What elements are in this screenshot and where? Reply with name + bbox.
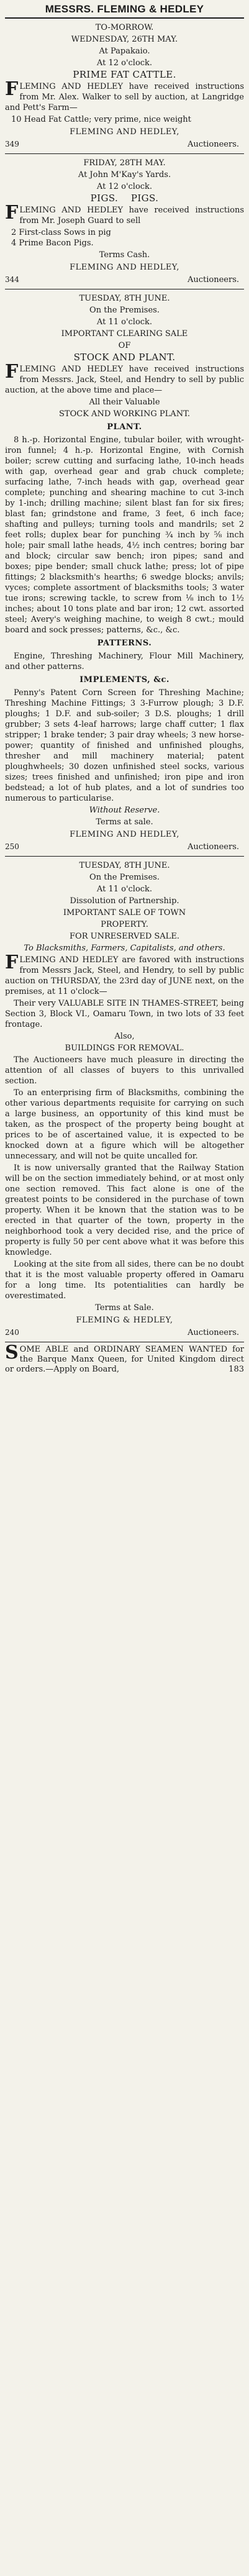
notice-title: PRIME FAT CATTLE. (73, 69, 176, 80)
notice-town-property (5, 857, 244, 1342)
notice-fat-cattle (5, 19, 244, 154)
notice-all-their: All their Valuable (89, 398, 160, 407)
notice-day: TUESDAY, 8TH JUNE. (79, 861, 170, 870)
notice-number: 240 (5, 1328, 19, 1337)
notice-dissolution: Dissolution of Partnership. (70, 896, 179, 906)
notice-body: FLEMING AND HEDLEY are favored with instructions from Messrs Jack, Steel, and Hendry, to sell by public auction on THURSDAY, the 23rd day of JUNE next, on the premises, at 11 o'clock— (5, 952, 244, 996)
notice-seamen-wanted (5, 1342, 244, 1377)
drop-cap: F (5, 78, 19, 100)
drop-cap: F (5, 361, 19, 383)
auctioneer-signature: FLEMING AND HEDLEY, (70, 263, 179, 272)
auctioneer-role: Auctioneers. (187, 140, 239, 149)
notice-day: TUESDAY, 8TH JUNE. (79, 294, 170, 303)
notice-time: At 12 o'clock. (96, 58, 153, 68)
notice-place: At Papakaio. (99, 47, 150, 56)
section-heading-patterns: PATTERNS. (97, 639, 152, 648)
notice-pigs (5, 154, 244, 289)
drop-cap: F (5, 952, 19, 973)
notice-subtitle: STOCK AND WORKING PLANT. (59, 409, 190, 419)
notice-items (5, 114, 244, 125)
list-item: 10 Head Fat Cattle; very prime, nice weight (11, 115, 191, 124)
newspaper-column (5, 0, 244, 1377)
notice-time: At 11 o'clock. (96, 317, 153, 327)
notice-number: 349 (5, 140, 19, 148)
notice-place: On the Premises. (89, 306, 160, 315)
notice-title: PROPERTY. (101, 920, 148, 929)
notice-title: STOCK AND PLANT. (73, 352, 176, 363)
paragraph: The Auctioneers have much pleasure in directing the attention of all classes of buyers to this unrivalled section. (5, 1055, 244, 1086)
paragraph: Looking at the site from all sides, there can be no doubt that it is the most valuable property offered in Oamaru for a long time. Its potentialities can hardly be overestimated. (5, 1260, 244, 1301)
notice-title: PIGS. PIGS. (90, 193, 159, 204)
notice-number: 344 (5, 275, 19, 284)
notice-site: Their very VALUABLE SITE IN THAMES-STREET, being Section 3, Block VI., Oamaru Town, in two lots of 33 feet frontage. (5, 999, 244, 1029)
notice-terms: Terms at sale. (96, 817, 153, 827)
paragraph: It is now universally granted that the Railway Station will be on the section immediately behind, or at most only one section removed. This fact alone is one of the greatest points to be considered in the purchase of town property. When it be known that the station was to be erected in that quarter of the town, property in the neighborhood took a very decided rise, and the price of property is fully 50 per cent above what it was before this knowledge. (5, 1163, 244, 1257)
notice-day: FRIDAY, 28TH MAY. (83, 158, 166, 168)
notice-when: TO-MORROW. (95, 23, 154, 32)
drop-cap: F (5, 202, 19, 224)
notice-body: FLEMING AND HEDLEY have received instructions from Mr. Alex. Walker to sell by auction, at Langridge and Pett's Farm— (5, 78, 244, 112)
column-banner: MESSRS. FLEMING & HEDLEY (5, 2, 244, 19)
list-item: 2 First-class Sows in pig (11, 228, 111, 237)
section-text-plant: 8 h.-p. Horizontal Engine, tubular boiler, with wrought-iron funnel; 4 h.-p. Horizontal Engine, with Cornish boiler; screw cutting and surfacing lathe, 10-inch heads with gap, overhead gear and grab chuck complete; surfacing lathe, 7-inch heads with gap, overhead gear complete; punching and shearing machine to cut 3-inch by 1-inch; drilling machine; silent blast fan for six fires; blast fan; grindstone and frame, 3 feet, 6 inch face; shafting and pulleys; turning tools and mandrils; set 2 feet rolls; duplex bear for punching ¾ inch by ⅝ inch hole; pair small lathe heads, 4½ inch centres; boring bar and block; circular saw bench; iron pipes; sand and boxes; pipe bender; small chuck lathe; press; lot of pipe fittings; 2 blacksmith's hearths; 6 swedge blocks; anvils; vyces; complete assortment of blacksmiths tools; 3 water tue irons; screwing tackle, to screw from ⅛ inch to 1½ inches; about 10 tons plate and bar iron; 12 cwt. assorted steel; Avery's weighing machine, to weigh 8 cwt.; mould board and sock presses; patterns, &c., &c. (5, 435, 244, 635)
section-heading-implements: IMPLEMENTS, &c. (79, 675, 170, 685)
notice-body: FLEMING AND HEDLEY have received instructions from Messrs. Jack, Steel, and Hendry to sell by public auction, at the above time and place— (5, 361, 244, 395)
list-item: 4 Prime Bacon Pigs. (11, 239, 94, 248)
auctioneer-role: Auctioneers. (187, 1328, 239, 1337)
notice-title: IMPORTANT CLEARING SALE (61, 329, 188, 339)
section-text-implements: Penny's Patent Corn Screen for Threshing Machine; Threshing Machine Fittings; 3 3-Furrow plough; 3 D.F. ploughs; 1 D.F. and sub-soiler; 3 D.S. ploughs; 1 drill grubber; 3 sets 4-leaf harrows; large chaff cutter; 1 flax stripper; 1 brake tender; 3 pair dray wheels; 3 new horse-power; quantity of finished and unfinished ploughs, thresher and mill machinery material; patent ploughwheels; 30 dozen unfinished steel socks, various sizes; trees finished and unfinished; iron pipe and iron bedstead; a lot of hub plates, and a lot of sundries too numerous to particularise. (5, 688, 244, 803)
notice-time: At 11 o'clock. (96, 885, 153, 894)
notice-addressee: To Blacksmiths, Farmers, Capitalists, and others. (24, 944, 225, 953)
section-text-patterns: Engine, Threshing Machinery, Flour Mill Machinery, and other patterns. (5, 652, 244, 671)
notice-title: OF (118, 341, 131, 350)
drop-cap: S (5, 1342, 19, 1363)
notice-reserve: Without Reserve. (89, 806, 160, 815)
notice-body: FLEMING AND HEDLEY have received instructions from Mr. Joseph Guard to sell (5, 202, 244, 225)
notice-title: IMPORTANT SALE OF TOWN (63, 908, 186, 917)
notice-terms: Terms at Sale. (95, 1303, 154, 1313)
auctioneer-role: Auctioneers. (187, 275, 239, 284)
auctioneer-signature: FLEMING AND HEDLEY, (70, 127, 179, 137)
section-heading-plant: PLANT. (107, 422, 142, 432)
auctioneer-signature: FLEMING & HEDLEY, (76, 1316, 173, 1325)
notice-day: WEDNESDAY, 26TH MAY. (71, 35, 178, 44)
notice-unreserved: FOR UNRESERVED SALE. (70, 932, 179, 941)
notice-time: At 12 o'clock. (96, 182, 153, 191)
notice-body: OME ABLE and ORDINARY SEAMEN WANTED for the Barque Manx Queen, for United Kingdom direct or orders.—Apply on Board, (5, 1345, 244, 1374)
notice-place: On the Premises. (89, 873, 160, 882)
notice-also: Also, (114, 1032, 135, 1041)
auctioneer-role: Auctioneers. (187, 842, 239, 852)
notice-place: At John M'Kay's Yards. (78, 170, 171, 180)
notice-number: 250 (5, 842, 19, 851)
notice-terms: Terms Cash. (99, 250, 150, 260)
notice-items (5, 227, 244, 248)
auctioneer-signature: FLEMING AND HEDLEY, (70, 830, 179, 839)
notice-buildings: BUILDINGS FOR REMOVAL. (65, 1044, 184, 1053)
notice-clearing-sale (5, 289, 244, 857)
notice-number: 183 (229, 1365, 244, 1374)
paragraph: To an enterprising firm of Blacksmiths, combining the other various departments requisite for carrying on such a large business, an opportunity of this kind must be taken, as the prospect of the property being bought at prices to be of ascertained value, it is expected to be knocked down at a figure which will be altogether unnecessary, and will not be quite uncalled for. (5, 1088, 244, 1161)
